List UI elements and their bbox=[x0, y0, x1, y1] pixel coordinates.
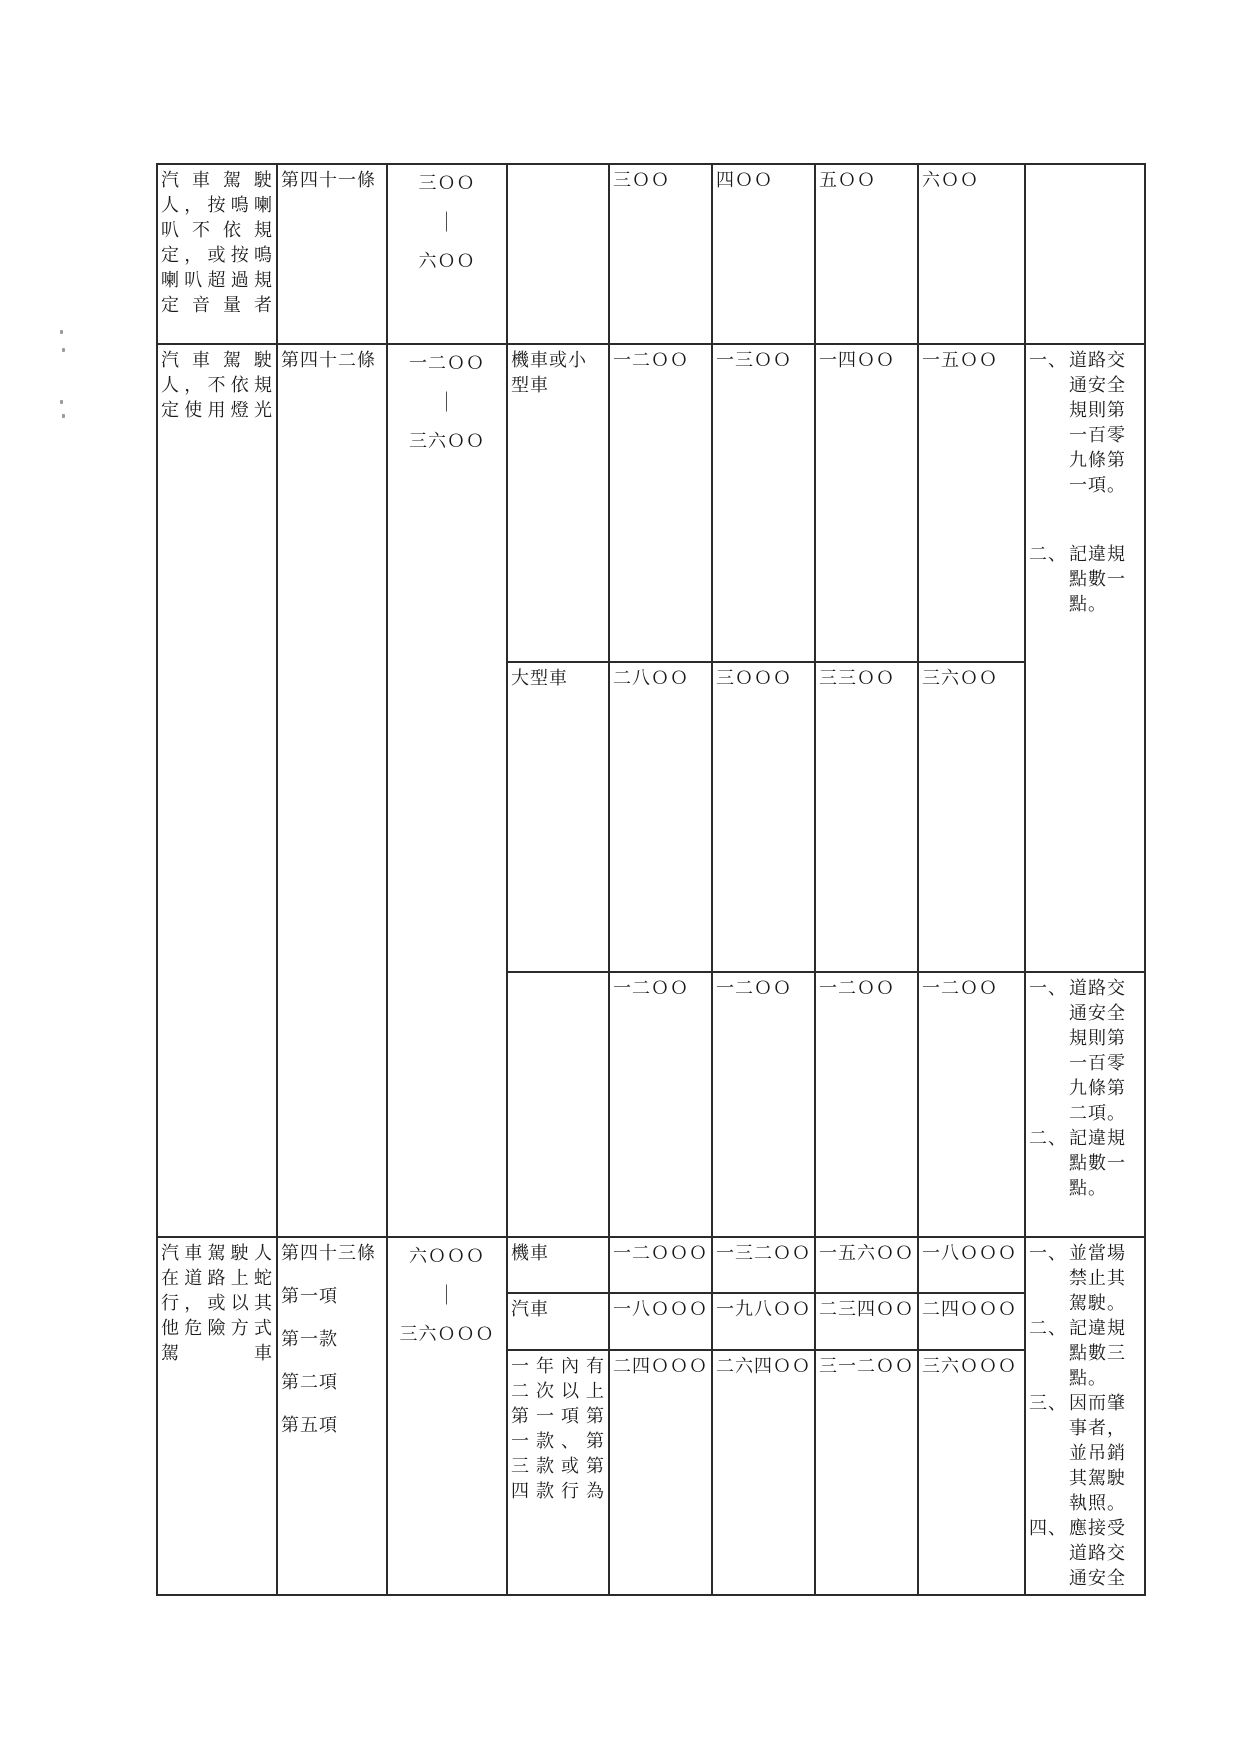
vehicle-type-cell: 大型車 bbox=[507, 662, 609, 972]
notes-cell bbox=[1025, 972, 1145, 1237]
note-number: 二、 bbox=[1029, 544, 1067, 565]
notes-cell bbox=[1025, 344, 1145, 972]
table-row bbox=[157, 164, 1145, 344]
fine-amount: 二四ＯＯＯ bbox=[609, 1350, 712, 1596]
fine-range-max: 三六ＯＯ bbox=[409, 431, 485, 452]
fine-amount: 三ＯＯ bbox=[609, 164, 712, 344]
fine-amount: 三ＯＯＯ bbox=[712, 662, 815, 972]
note-text: 記違規點數三點。 bbox=[1069, 1318, 1126, 1389]
article-line: 第五項 bbox=[281, 1415, 338, 1436]
fine-amount: 一八ＯＯＯ bbox=[609, 1293, 712, 1349]
fine-range-min: 六ＯＯＯ bbox=[409, 1246, 485, 1267]
fine-range-dash: ｜ bbox=[436, 210, 458, 234]
table-row bbox=[157, 344, 1145, 662]
fine-range-min: 三ＯＯ bbox=[418, 173, 476, 194]
note-item bbox=[1029, 1316, 1138, 1391]
note-text: 因而肇事者，並吊銷其駕駛執照。 bbox=[1069, 1393, 1126, 1514]
fine-range-min: 一二ＯＯ bbox=[409, 353, 485, 374]
scan-speck bbox=[60, 330, 63, 334]
article-cell: 第四十二條 bbox=[277, 344, 387, 1237]
fine-amount: 一三二ＯＯ bbox=[712, 1237, 815, 1293]
fine-amount: 五ＯＯ bbox=[815, 164, 918, 344]
fine-range-cell bbox=[387, 1237, 507, 1595]
fine-amount: 一二ＯＯ bbox=[712, 972, 815, 1237]
vehicle-type-cell: 機車或小型車 bbox=[507, 344, 609, 662]
note-item bbox=[1029, 348, 1138, 498]
note-text: 道路交通安全規則第一百零九條第二項。 bbox=[1069, 978, 1126, 1124]
table-row bbox=[157, 1237, 1145, 1293]
note-number: 二、 bbox=[1029, 1128, 1067, 1149]
fine-range-max: 六ＯＯ bbox=[418, 251, 476, 272]
note-number: 一、 bbox=[1029, 350, 1067, 371]
fine-range-max: 三六ＯＯＯ bbox=[399, 1324, 495, 1345]
scan-speck bbox=[62, 348, 65, 352]
fine-range-cell bbox=[387, 164, 507, 344]
article-line: 第一項 bbox=[281, 1286, 338, 1307]
violation-cell: 汽車駕駛人，不依規定使用燈光 bbox=[157, 344, 277, 1237]
fine-range-dash: ｜ bbox=[436, 390, 458, 414]
fine-amount: 一三ＯＯ bbox=[712, 344, 815, 662]
violation-cell: 汽車駕駛人，按鳴喇叭不依規定，或按鳴喇叭超過規定音量者 bbox=[157, 164, 277, 344]
note-item bbox=[1029, 542, 1138, 617]
fine-amount: 一二ＯＯ bbox=[918, 972, 1025, 1237]
fine-amount: 一二ＯＯ bbox=[609, 972, 712, 1237]
fine-amount: 一二ＯＯ bbox=[609, 344, 712, 662]
scan-speck bbox=[60, 400, 63, 404]
fine-amount: 三三ＯＯ bbox=[815, 662, 918, 972]
fine-amount: 四ＯＯ bbox=[712, 164, 815, 344]
note-text: 應接受道路交通安全 bbox=[1069, 1518, 1126, 1589]
fine-amount: 一五ＯＯ bbox=[918, 344, 1025, 662]
fine-amount: 一八ＯＯＯ bbox=[918, 1237, 1025, 1293]
article-line: 第一款 bbox=[281, 1329, 338, 1350]
traffic-fine-table bbox=[156, 163, 1146, 1596]
note-text: 並當場禁止其駕駛。 bbox=[1069, 1243, 1126, 1314]
note-number: 二、 bbox=[1029, 1318, 1067, 1339]
fine-range-dash: ｜ bbox=[436, 1283, 458, 1307]
note-item bbox=[1029, 1241, 1138, 1316]
note-number: 四、 bbox=[1029, 1518, 1067, 1539]
fine-amount: 三一二ＯＯ bbox=[815, 1350, 918, 1596]
fine-amount: 三六ＯＯ bbox=[918, 662, 1025, 972]
note-number: 一、 bbox=[1029, 1243, 1067, 1264]
fine-amount: 一二ＯＯ bbox=[815, 972, 918, 1237]
scan-speck bbox=[62, 414, 65, 418]
note-text: 記違規點數一點。 bbox=[1069, 1128, 1126, 1199]
fine-amount: 三六ＯＯＯ bbox=[918, 1350, 1025, 1596]
notes-cell bbox=[1025, 164, 1145, 344]
note-number: 三、 bbox=[1029, 1393, 1067, 1414]
fine-amount: 二三四ＯＯ bbox=[815, 1293, 918, 1349]
article-cell bbox=[277, 1237, 387, 1595]
note-item bbox=[1029, 1516, 1138, 1591]
fine-range-cell bbox=[387, 344, 507, 1237]
article-cell: 第四十一條 bbox=[277, 164, 387, 344]
note-text: 記違規點數一點。 bbox=[1069, 544, 1126, 615]
fine-amount: 二六四ＯＯ bbox=[712, 1350, 815, 1596]
vehicle-type-cell bbox=[507, 164, 609, 344]
fine-amount: 一二ＯＯＯ bbox=[609, 1237, 712, 1293]
note-text: 道路交通安全規則第一百零九條第一項。 bbox=[1069, 350, 1126, 496]
notes-cell bbox=[1025, 1237, 1145, 1595]
fine-amount: 一五六ＯＯ bbox=[815, 1237, 918, 1293]
vehicle-type-cell bbox=[507, 972, 609, 1237]
fine-amount: 一四ＯＯ bbox=[815, 344, 918, 662]
fine-amount: 二四ＯＯＯ bbox=[918, 1293, 1025, 1349]
vehicle-type-cell: 一年內有二次以上第一項第一款、第三款或第四款行為 bbox=[507, 1350, 609, 1596]
article-line: 第四十三條 bbox=[281, 1243, 376, 1264]
note-item bbox=[1029, 976, 1138, 1126]
note-number: 一、 bbox=[1029, 978, 1067, 999]
violation-cell: 汽車駕駛人在道路上蛇行，或以其他危險方式駕車 bbox=[157, 1237, 277, 1595]
vehicle-type-cell: 機車 bbox=[507, 1237, 609, 1293]
note-item bbox=[1029, 1391, 1138, 1516]
fine-amount: 六ＯＯ bbox=[918, 164, 1025, 344]
fine-amount: 一九八ＯＯ bbox=[712, 1293, 815, 1349]
article-line: 第二項 bbox=[281, 1372, 338, 1393]
vehicle-type-cell: 汽車 bbox=[507, 1293, 609, 1349]
note-item bbox=[1029, 1126, 1138, 1201]
fine-amount: 二八ＯＯ bbox=[609, 662, 712, 972]
